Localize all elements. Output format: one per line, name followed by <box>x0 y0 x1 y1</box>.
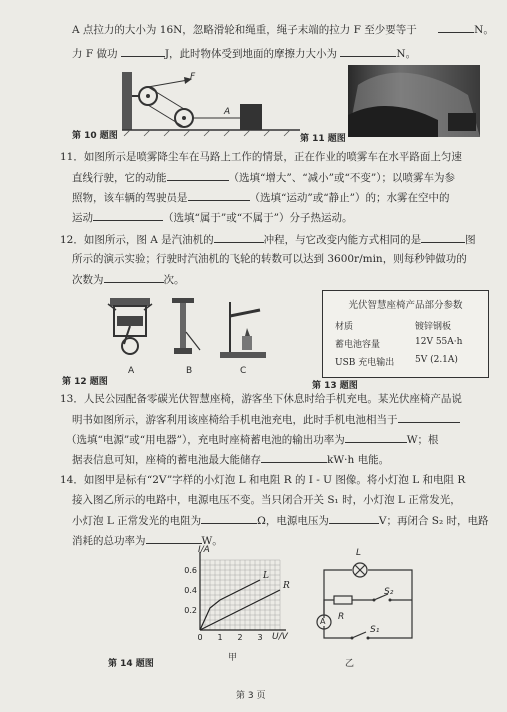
q14-line3 <box>72 513 489 528</box>
q11-text: （选填“增大”、“减小”或“不变”）；以喷雾车为参 <box>228 172 455 184</box>
q14-line2: 接入图乙所示的电路中，电源电压不变。当只闭合开关 S₁ 时，小灯泡 L 正常发光， <box>72 494 461 506</box>
ground-hatch <box>124 130 290 136</box>
switch-s1-label: S₁ <box>370 625 380 635</box>
q13-line4 <box>72 452 389 467</box>
answer-blank[interactable] <box>104 272 164 283</box>
q13-text: kW·h 电能。 <box>327 454 390 466</box>
q12-line3 <box>72 272 185 287</box>
q11-line1: 11．如图所示是喷雾降尘车在马路上工作的情景，正在作业的喷雾车在水平路面上匀速 <box>60 151 462 163</box>
fig11-caption: 第 11 题图 <box>300 134 346 144</box>
fig10-caption: 第 10 题图 <box>72 131 118 141</box>
answer-blank[interactable] <box>121 46 165 57</box>
table-key: 蓄电池容量 <box>335 340 381 350</box>
fig12-diagrams <box>100 292 330 362</box>
circuit-diagram <box>312 548 422 648</box>
q10-text: J，此时物体受到地面的摩擦力大小为 <box>164 48 338 60</box>
table-value: 12V 55A·h <box>415 337 463 347</box>
q14-text: 小灯泡 L 正常发光的电阻为 <box>72 515 202 527</box>
answer-blank[interactable] <box>93 210 163 221</box>
q11-text: 直线行驶，它的动能 <box>72 172 167 184</box>
table-title: 光伏智慧座椅产品部分参数 <box>348 300 463 311</box>
fig14-caption: 第 14 题图 <box>108 659 154 669</box>
q11-text: 运动 <box>72 212 93 224</box>
page-number: 第 3 页 <box>236 691 266 701</box>
answer-blank[interactable] <box>345 432 407 443</box>
answer-blank[interactable] <box>214 232 264 243</box>
q13-text: 据表信息可知，座椅的蓄电池最大能储存 <box>72 454 261 466</box>
x-axis-label: U/V <box>272 632 288 642</box>
q13-line2 <box>72 412 460 427</box>
q12-text: 次数为 <box>72 274 104 286</box>
x-tick-label: 3 <box>257 633 263 642</box>
q14-text: W。 <box>201 535 223 547</box>
answer-blank[interactable] <box>438 22 474 33</box>
q10-line2 <box>72 46 416 61</box>
answer-blank[interactable] <box>421 232 465 243</box>
wire <box>324 570 352 618</box>
q12-text: 12．如图所示，图 A 是汽油机的 <box>60 234 214 246</box>
q11-text: （选填“属于”或“不属于”）分子热运动。 <box>163 212 353 224</box>
y-axis-label: I/A <box>198 545 210 555</box>
y-tick-label: 0.6 <box>184 566 197 575</box>
fig10-pulley-diagram <box>100 62 310 137</box>
q10-line1 <box>72 22 494 37</box>
air-pump-diagram <box>172 298 200 354</box>
wire <box>324 600 334 614</box>
switch-s2-label: S₂ <box>384 587 394 597</box>
q12-text: 图 <box>465 234 476 246</box>
q12-text: 次。 <box>163 274 185 286</box>
series-label-L: L <box>263 571 269 581</box>
q11-text: 照物，该车辆的驾驶员是 <box>72 192 188 204</box>
q10-text: 力 F 做功 <box>72 48 118 60</box>
answer-blank[interactable] <box>188 190 250 201</box>
force-label: F <box>190 72 196 82</box>
answer-blank[interactable] <box>201 513 257 524</box>
x-tick-label: 1 <box>217 633 223 642</box>
q12-line1 <box>60 232 476 247</box>
table-value: 5V (2.1A) <box>415 355 458 365</box>
q14-text: V；再闭合 S₂ 时，电路 <box>378 515 489 527</box>
table-value: 镀锌钢板 <box>415 322 452 332</box>
fig-c-label: C <box>240 366 247 376</box>
q13-line1: 13．人民公园配备零碳光伏智慧座椅，游客坐下休息时给手机充电。某光伏座椅产品说 <box>60 393 462 405</box>
table-key: 材质 <box>335 322 354 332</box>
q14-line1: 14．如图甲是标有“2V”字样的小灯泡 L 和电阻 R 的 I - U 图像。将小灯泡 L 和电阻 R <box>60 474 466 486</box>
q14-text: Ω，电源电压为 <box>257 515 329 527</box>
graph-jia-label: 甲 <box>228 653 238 663</box>
circuit-resistor-label: R <box>338 612 345 622</box>
answer-blank[interactable] <box>146 533 202 544</box>
q12-text: 冲程，与它改变内能方式相同的是 <box>263 234 422 246</box>
q13-line3 <box>66 432 439 447</box>
rope-end <box>148 80 188 87</box>
series-label-R: R <box>283 581 290 591</box>
q10-text: A 点拉力的大小为 16N，忽略滑轮和绳重，绳子末端的拉力 F 至少要等于 <box>72 24 417 36</box>
wall <box>122 72 132 130</box>
fig-b-label: B <box>186 366 193 376</box>
answer-blank[interactable] <box>167 170 229 181</box>
ammeter-label: A <box>320 617 326 626</box>
q13-text: 明书如图所示，游客利用该座椅给手机电池充电，此时手机电池相当于 <box>72 414 398 426</box>
q12-line2: 所示的演示实验；行驶时汽油机的飞轮的转数可以达到 3600r/min，则每秒钟做功的 <box>72 253 467 265</box>
q14-text: 消耗的总功率为 <box>72 535 146 547</box>
fig12-caption: 第 12 题图 <box>62 377 108 387</box>
x-tick-label: 2 <box>237 633 243 642</box>
answer-blank[interactable] <box>329 513 379 524</box>
y-tick-label: 0.2 <box>184 606 197 615</box>
unit-text: N。 <box>474 24 494 36</box>
answer-blank[interactable] <box>398 412 460 423</box>
q11-line4 <box>72 210 352 225</box>
point-a-label: A <box>224 107 231 117</box>
fig-a-label: A <box>128 366 135 376</box>
q13-text: W；根 <box>406 434 439 446</box>
x-tick-label: 0 <box>197 633 203 642</box>
product-spec-table <box>322 290 489 378</box>
q11-line2 <box>72 170 455 185</box>
answer-blank[interactable] <box>261 452 327 463</box>
table-key: USB 充电输出 <box>335 358 395 368</box>
answer-blank[interactable] <box>340 46 396 57</box>
heating-tube-diagram <box>220 302 266 358</box>
q13-text: （选填“电源”或“用电器”），充电时座椅蓄电池的输出功率为 <box>66 434 345 446</box>
q11-line3 <box>72 190 449 205</box>
block-object <box>240 104 262 130</box>
fig11-spray-truck-photo <box>348 65 480 137</box>
engine-cylinder-diagram <box>108 298 152 354</box>
circuit-lamp-label: L <box>356 548 362 558</box>
y-tick-label: 0.4 <box>184 586 197 595</box>
fig13-caption: 第 13 题图 <box>312 381 358 391</box>
unit-text: N。 <box>396 48 417 60</box>
circuit-yi-label: 乙 <box>345 659 355 669</box>
q11-text: （选填“运动”或“静止”）的；水雾在空中的 <box>249 192 450 204</box>
resistor-icon <box>334 596 352 604</box>
